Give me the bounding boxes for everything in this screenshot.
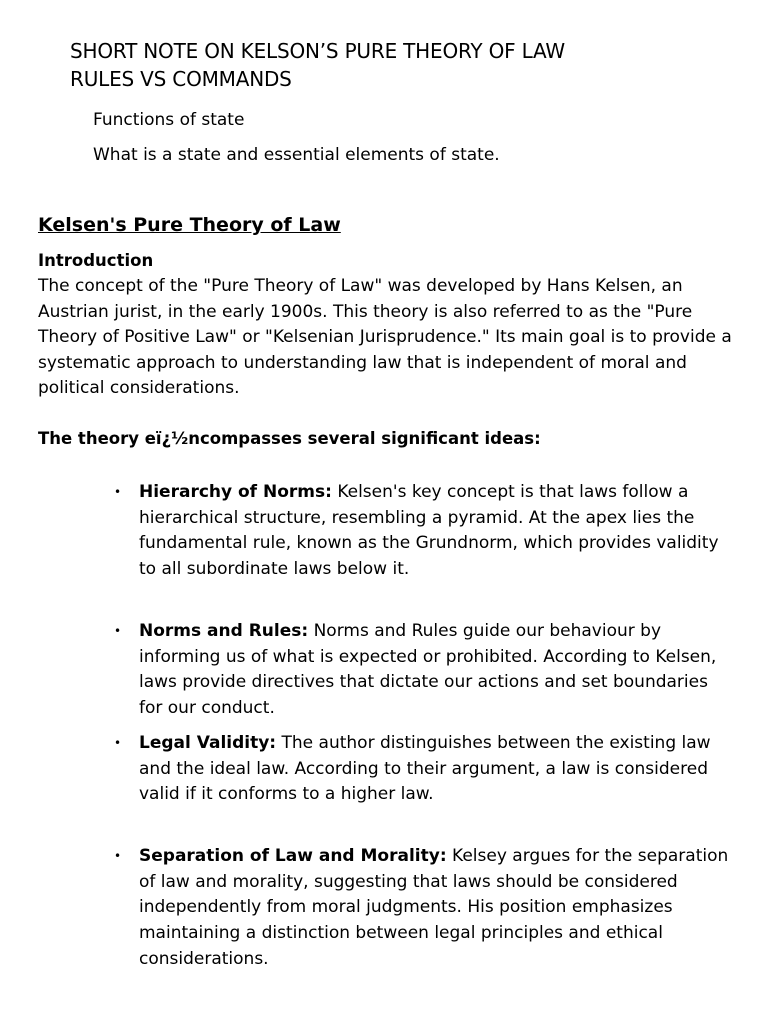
topic-state-elements: What is a state and essential elements of state. xyxy=(93,145,500,165)
document-title xyxy=(70,37,565,93)
bullet-icon: • xyxy=(114,849,122,863)
title-line-2: RULES VS COMMANDS xyxy=(70,67,292,91)
ideas-lead-in: The theory eï¿½ncompasses several significant ideas: xyxy=(38,429,541,448)
list-item-body: The author distinguishes between the existing law and the ideal law. According to their argument, a law is considered valid if it conforms to a higher law. xyxy=(139,733,711,805)
list-item-term: Hierarchy of Norms: xyxy=(139,482,332,502)
list-item-term: Separation of Law and Morality: xyxy=(139,846,447,866)
list-item-term: Legal Validity: xyxy=(139,733,277,753)
list-item-text xyxy=(139,844,735,973)
topic-functions-of-state: Functions of state xyxy=(93,110,245,130)
introduction-label: Introduction xyxy=(38,251,154,270)
list-item-text xyxy=(139,480,735,583)
list-item-text xyxy=(139,619,735,722)
list-item-term: Norms and Rules: xyxy=(139,621,309,641)
list-item-body: Kelsey argues for the separation of law and morality, suggesting that laws should be considered independently from moral judgments. His position emphasizes maintaining a distinction between legal principles and ethical considerations. xyxy=(139,846,729,969)
introduction-paragraph: The concept of the "Pure Theory of Law" was developed by Hans Kelsen, an Austrian jurist, in the early 1900s. This theory is also referred to as the "Pure Theory of Positive Law" or "Kelsenian Jurisprudence." Its main goal is to provide a systematic approach to understanding law that is independent of moral and political considerations. xyxy=(38,276,732,398)
section-heading: Kelsen's Pure Theory of Law xyxy=(38,214,341,236)
list-item-body: Norms and Rules guide our behaviour by informing us of what is expected or prohibited. According to Kelsen, laws provide directives that dictate our actions and set boundaries for our conduct. xyxy=(139,621,717,719)
bullet-icon: • xyxy=(114,485,122,499)
title-line-1: SHORT NOTE ON KELSON’S PURE THEORY OF LAW xyxy=(70,39,565,63)
bullet-icon: • xyxy=(114,624,122,638)
list-item-body: Kelsen's key concept is that laws follow a hierarchical structure, resembling a pyramid. At the apex lies the fundamental rule, known as the Grundnorm, which provides validity to all subordinate laws below it. xyxy=(139,482,719,580)
bullet-icon: • xyxy=(114,736,122,750)
list-item-text xyxy=(139,731,735,808)
